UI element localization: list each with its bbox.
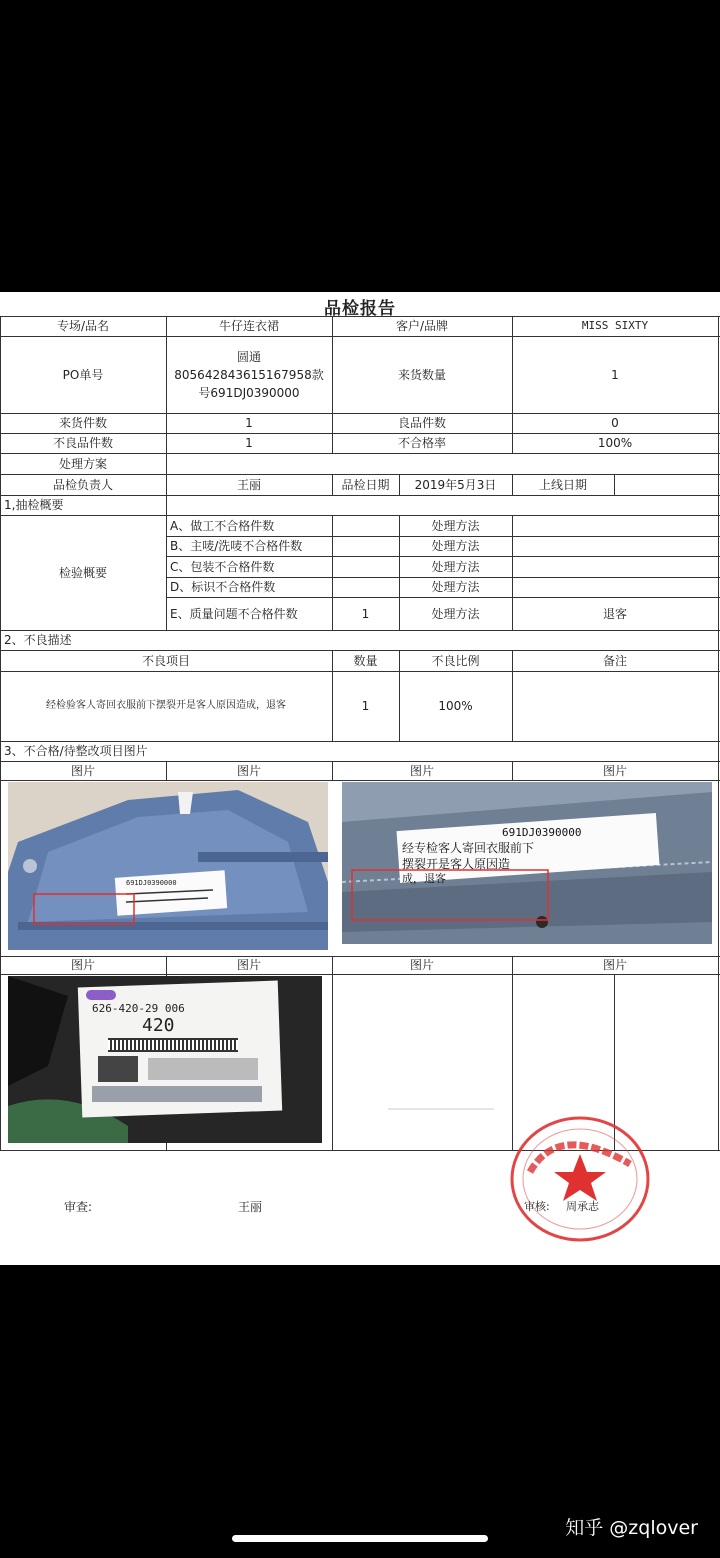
approver-name: 周承志 xyxy=(566,1200,599,1213)
label-overview: 检验概要 xyxy=(58,565,107,580)
value-incoming-pcs: 1 xyxy=(245,416,253,430)
photo-label-3: 图片 xyxy=(409,763,434,778)
overview-result-e: 退客 xyxy=(602,606,627,621)
reviewer-label: 审查: xyxy=(64,1200,93,1214)
overview-handling-e: 处理方法 xyxy=(431,606,480,621)
defect-note xyxy=(512,671,718,741)
overview-handling-b: 处理方法 xyxy=(431,539,480,553)
value-inspector: 王丽 xyxy=(236,477,261,492)
value-fail-rate: 100% xyxy=(597,436,633,450)
photo-label-4: 图片 xyxy=(602,763,627,778)
photo-label-2: 图片 xyxy=(236,763,261,778)
value-product: 牛仔连衣裙 xyxy=(218,319,279,333)
label-customer: 客户/品牌 xyxy=(395,319,449,333)
col-note: 备注 xyxy=(602,653,627,668)
po-line-2: 805642843615167958款 xyxy=(174,368,324,382)
label-online-date: 上线日期 xyxy=(538,477,587,492)
po-line-1: 圆通 xyxy=(236,350,261,364)
col-defect-ratio: 不良比例 xyxy=(431,653,480,668)
defect-ratio: 100% xyxy=(438,699,473,713)
home-indicator[interactable] xyxy=(232,1535,488,1542)
label-store: 专场/品名 xyxy=(56,319,110,333)
label-inspector: 品检负责人 xyxy=(52,477,113,492)
label-incoming-qty: 来货数量 xyxy=(397,367,446,382)
po-line-3: 号691DJ0390000 xyxy=(198,386,300,400)
value-brand: MISS SIXTY xyxy=(581,319,649,332)
label-good-pcs: 良品件数 xyxy=(397,416,446,430)
overview-handling-d: 处理方法 xyxy=(431,580,480,594)
value-incoming-qty: 1 xyxy=(611,367,619,382)
col-qty: 数量 xyxy=(353,653,378,668)
photo2-card-line2: 摆裂开是客人原因造 xyxy=(402,857,511,871)
label-incoming-pcs: 来货件数 xyxy=(58,416,107,430)
label-handling-plan: 处理方案 xyxy=(58,456,107,471)
po-number xyxy=(166,340,332,410)
overview-item-b: B、主唛/洗唛不合格件数 xyxy=(170,539,303,553)
photo-shipping-bag xyxy=(8,976,322,1143)
label-po: PO单号 xyxy=(62,367,104,382)
value-good-pcs: 0 xyxy=(611,416,619,430)
overview-result-a xyxy=(512,515,718,536)
overview-result-b xyxy=(512,536,718,556)
photo2-card-line1: 经专检客人寄回衣服前下 xyxy=(402,841,535,855)
col-defect-item: 不良项目 xyxy=(141,653,190,668)
reviewer-name: 王丽 xyxy=(237,1200,262,1214)
report-title: 品检报告 xyxy=(324,299,396,319)
overview-item-d: D、标识不合格件数 xyxy=(170,580,276,594)
section3-heading: 3、不合格/待整改项目图片 xyxy=(4,744,148,758)
overview-item-a: A、做工不合格件数 xyxy=(170,518,275,533)
label-code-1: 626-420-29 006 xyxy=(92,1002,185,1015)
photo-label-1: 图片 xyxy=(70,763,95,778)
value-online-date xyxy=(614,474,718,495)
overview-result-c xyxy=(512,556,718,577)
label-code-2: 420 xyxy=(142,1015,175,1036)
zhihu-watermark: 知乎 @zqlover xyxy=(565,1517,698,1539)
defect-description: 经检验客人寄回衣服前下摆裂开是客人原因造成，退客 xyxy=(46,700,286,711)
overview-count-a xyxy=(332,515,399,536)
overview-count-e: 1 xyxy=(361,606,370,621)
blank-photo-mark xyxy=(388,1108,494,1110)
overview-item-e: E、质量问题不合格件数 xyxy=(170,606,298,621)
overview-item-c: C、包装不合格件数 xyxy=(170,559,275,574)
overview-count-d xyxy=(332,577,399,597)
label-inspect-date: 品检日期 xyxy=(341,477,390,492)
section2-heading: 2、不良描述 xyxy=(4,633,72,647)
defect-qty: 1 xyxy=(361,699,370,713)
overview-count-b xyxy=(332,536,399,556)
approver-label: 审核: xyxy=(524,1200,550,1213)
photo-label-8: 图片 xyxy=(602,958,627,972)
overview-count-c xyxy=(332,556,399,577)
photo1-card-text: 691DJ0390000 xyxy=(126,879,177,887)
photo-denim-jacket xyxy=(8,782,328,950)
photo-label-5: 图片 xyxy=(70,958,95,972)
label-defect-pcs: 不良品件数 xyxy=(52,436,113,450)
label-fail-rate: 不合格率 xyxy=(397,436,446,450)
photo-label-7: 图片 xyxy=(409,958,434,972)
section1-heading: 1,抽检概要 xyxy=(4,498,64,512)
photo2-card-line3: 成，退客 xyxy=(402,872,446,885)
photo-denim-closeup xyxy=(342,782,712,944)
value-handling-plan xyxy=(166,453,718,474)
company-seal xyxy=(508,1114,652,1244)
overview-handling-c: 处理方法 xyxy=(431,559,480,574)
overview-result-d xyxy=(512,577,718,597)
photo-label-6: 图片 xyxy=(236,958,261,972)
inspection-report xyxy=(0,292,720,1265)
value-inspect-date: 2019年5月3日 xyxy=(414,477,497,492)
value-defect-pcs: 1 xyxy=(245,436,253,450)
overview-handling-a: 处理方法 xyxy=(431,518,480,533)
photo2-card-text: 691DJ0390000 xyxy=(502,826,582,839)
